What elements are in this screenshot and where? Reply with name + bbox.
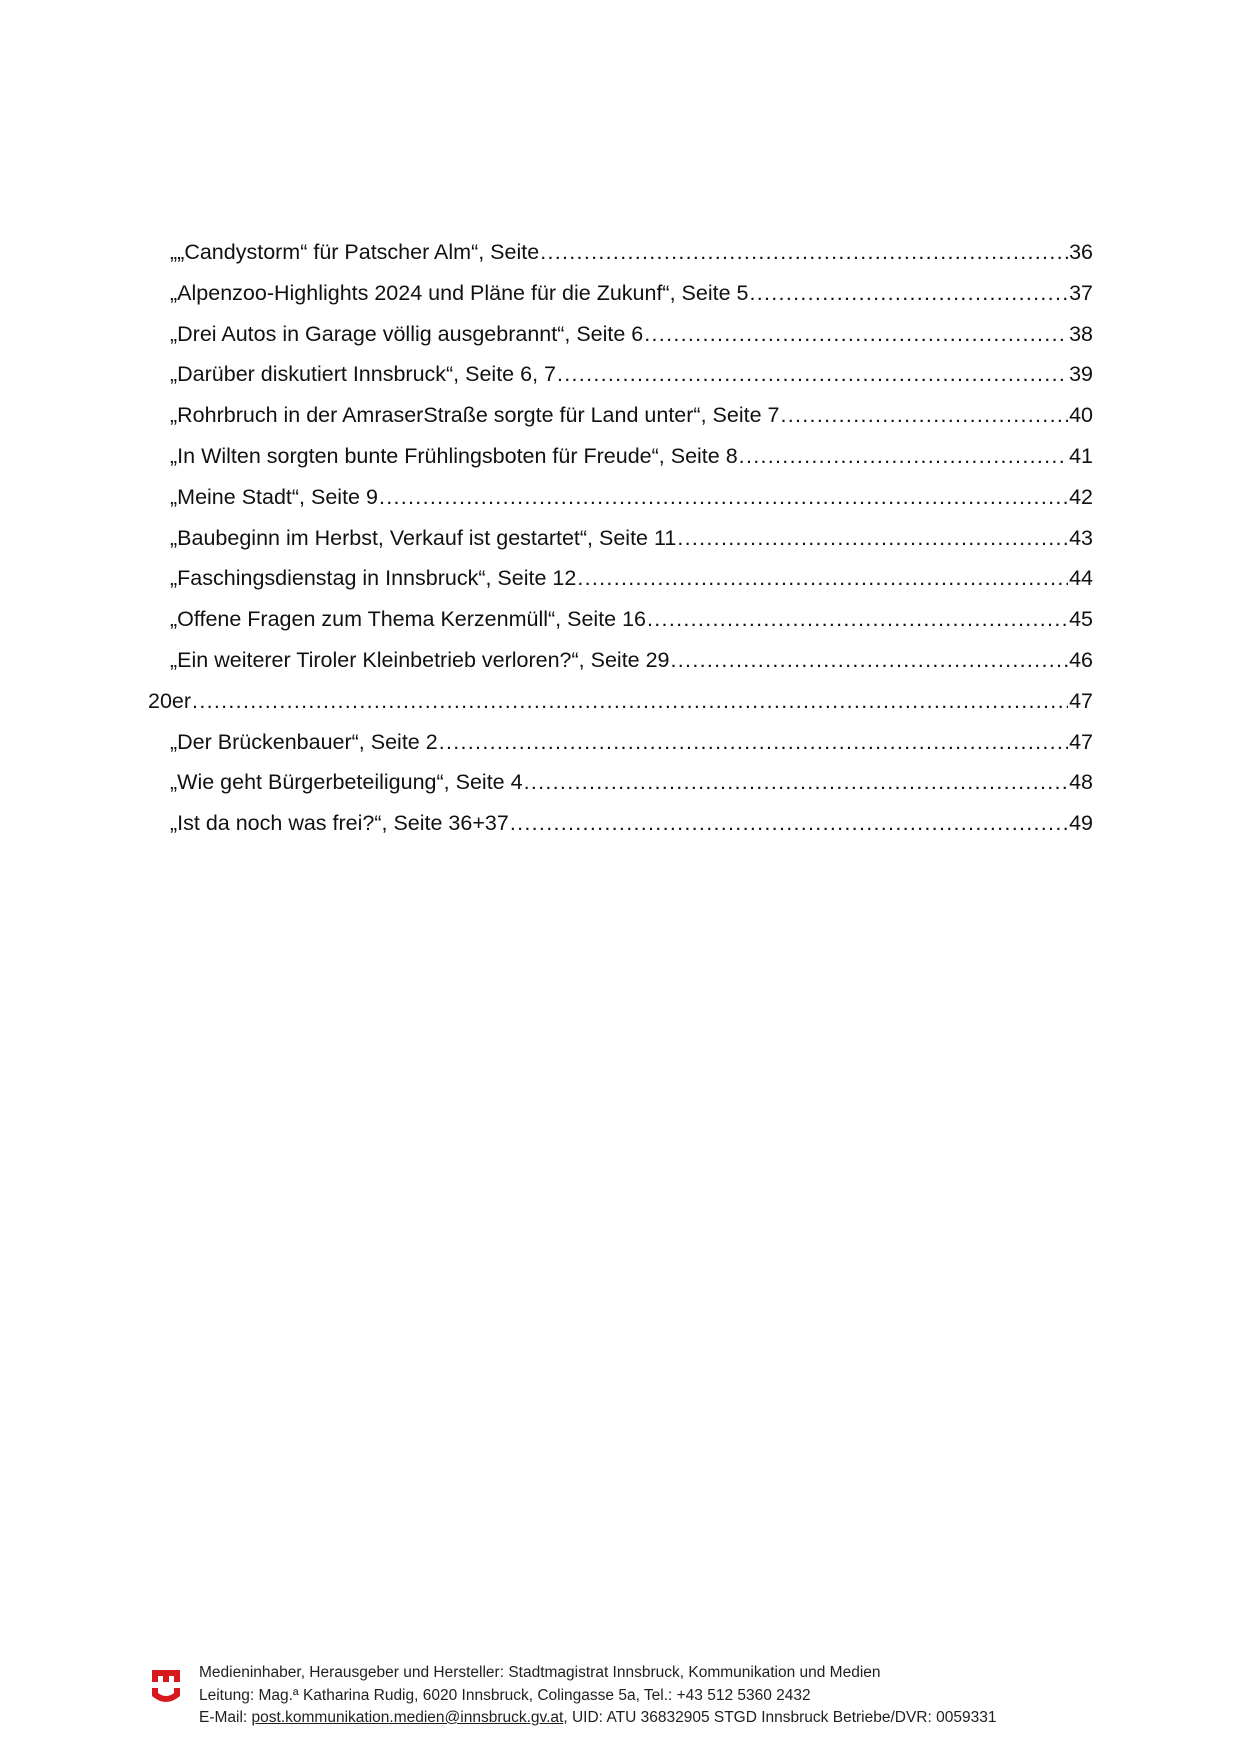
toc-entry-page: 46 [1069,647,1093,672]
toc-entry-page: 44 [1069,566,1093,591]
toc-dot-leader [510,803,1068,844]
toc-entry-title: „In Wilten sorgten bunte Frühlingsboten für Freude“, Seite 8 [170,443,738,468]
toc-dot-leader [439,722,1068,763]
toc-entry-title: „Faschingsdienstag in Innsbruck“, Seite 12 [170,566,577,591]
toc-dot-leader [671,640,1069,681]
toc-dot-leader [557,354,1068,395]
toc-entry-title: „Wie geht Bürgerbeteiligung“, Seite 4 [170,770,523,795]
toc-entry[interactable] [148,314,1093,355]
toc-entry-page: 49 [1069,811,1093,836]
footer-management-line: Leitung: Mag.ª Katharina Rudig, 6020 Innsbruck, Colingasse 5a, Tel.: +43 512 5360 2432 [199,1686,811,1704]
toc-entry[interactable] [148,599,1093,640]
toc-entry[interactable] [148,558,1093,599]
toc-section-heading[interactable] [148,681,1093,722]
toc-entry-page: 38 [1069,321,1093,346]
toc-entry-title: „„Candystorm“ für Patscher Alm“, Seite [170,240,540,264]
toc-entry-page: 40 [1069,403,1093,428]
page-footer [150,1662,1090,1734]
toc-entry-title: „Baubeginn im Herbst, Verkauf ist gestartet“, Seite 11 [170,525,677,550]
toc-dot-leader [644,314,1068,355]
toc-entry-page: 42 [1069,484,1093,509]
toc-entry-page: 36 [1069,240,1093,264]
toc-entry-title: „Rohrbruch in der AmraserStraße sorgte für Land unter“, Seite 7 [170,403,780,428]
toc-dot-leader [647,599,1068,640]
toc-entry-page: 43 [1069,525,1093,550]
toc-entry-page: 47 [1069,729,1093,754]
toc-entry[interactable] [148,273,1093,314]
toc-entry-title: „Darüber diskutiert Innsbruck“, Seite 6, 7 [170,362,556,387]
toc-entry-page: 37 [1069,280,1093,305]
innsbruck-coat-of-arms-icon [150,1666,182,1710]
toc-entry-page: 45 [1069,607,1093,632]
toc-entry[interactable] [148,232,1093,273]
toc-dot-leader [749,273,1068,314]
footer-contact-line [199,1707,996,1730]
toc-entry[interactable] [148,640,1093,681]
toc-section-title: 20er [148,688,192,713]
toc-entry-title: „Alpenzoo-Highlights 2024 und Pläne für die Zukunf“, Seite 5 [170,280,749,305]
toc-entry-title: „Ein weiterer Tiroler Kleinbetrieb verloren?“, Seite 29 [170,647,670,672]
toc-entry-page: 41 [1069,443,1093,468]
toc-dot-leader [739,436,1068,477]
toc-dot-leader [577,558,1068,599]
toc-dot-leader [780,395,1068,436]
toc-entry[interactable] [148,722,1093,763]
toc-dot-leader [540,232,1068,273]
toc-entry-title: „Meine Stadt“, Seite 9 [170,484,378,509]
table-of-contents [148,232,1093,844]
toc-dot-leader [192,681,1068,722]
toc-entry[interactable] [148,436,1093,477]
toc-entry[interactable] [148,395,1093,436]
toc-entry-page: 47 [1069,688,1093,713]
footer-imprint [199,1662,996,1730]
toc-entry[interactable] [148,803,1093,844]
toc-entry-title: „Offene Fragen zum Thema Kerzenmüll“, Seite 16 [170,607,647,632]
toc-dot-leader [379,477,1068,518]
toc-entry-page: 48 [1069,770,1093,795]
toc-dot-leader [524,762,1069,803]
toc-dot-leader [677,518,1068,559]
toc-entry-page: 39 [1069,362,1093,387]
toc-entry-title: „Ist da noch was frei?“, Seite 36+37 [170,811,509,836]
footer-publisher-line: Medieninhaber, Herausgeber und Hersteller: Stadtmagistrat Innsbruck, Kommunikation und Medien [199,1664,881,1681]
footer-email-label: E-Mail: [199,1709,252,1726]
toc-entry-title: „Drei Autos in Garage völlig ausgebrannt“, Seite 6 [170,321,644,346]
toc-entry[interactable] [148,477,1093,518]
toc-entry-title: „Der Brückenbauer“, Seite 2 [170,729,438,754]
toc-entry[interactable] [148,354,1093,395]
footer-uid-text: , UID: ATU 36832905 STGD Innsbruck Betriebe/DVR: 0059331 [563,1709,997,1726]
toc-entry[interactable] [148,762,1093,803]
toc-entry[interactable] [148,518,1093,559]
footer-email-link[interactable]: post.kommunikation.medien@innsbruck.gv.at [251,1709,564,1726]
